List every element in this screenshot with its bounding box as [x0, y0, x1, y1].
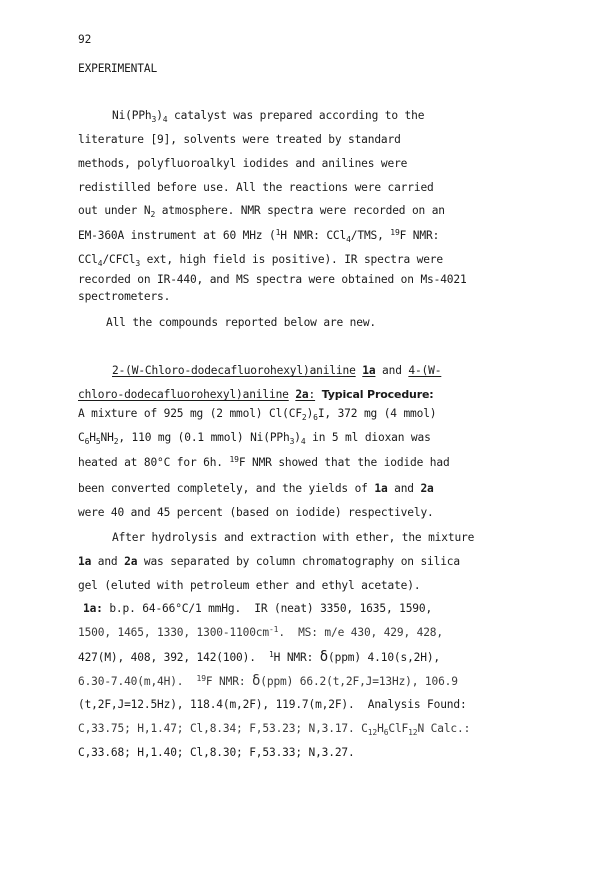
procedure-line-5: were 40 and 45 percent (based on iodide) respectively. — [78, 506, 434, 519]
paragraph-1-line-9: spectrometers. — [78, 290, 171, 303]
compound-1a-line-7: C,33.68; H,1.40; Cl,8.30; F,53.33; N,3.27. — [78, 746, 355, 759]
page-number: 92 — [78, 33, 92, 46]
hydrolysis-line-2: 1a and 2a was separated by column chromatography on silica — [78, 555, 460, 568]
paragraph-1-line-7: CCl$_4$/CFCl$_3$ ext, high field is positive). IR spectra were — [78, 253, 443, 268]
compound-1a-line-2: 1500, 1465, 1330, $1300-1100cm^{-1}$. MS: m/e 430, 429, 428, — [78, 625, 443, 639]
hydrolysis-line-1: After hydrolysis and extraction with ether, the mixture — [112, 531, 475, 544]
paragraph-1-line-4: redistilled before use. All the reactions were carried — [78, 181, 434, 194]
paragraph-1-line-1: $Ni(PPh_3)_4$ catalyst was prepared according to the — [112, 109, 425, 124]
compound-1a-line-3: 427(M), 408, 392, 142(100). $^1$H NMR: δ(ppm) 4.10(s,2H), — [78, 649, 440, 665]
compound-1a-line-5: (t,2F,J=12.5Hz), 118.4(m,2F), 119.7(m,2F). Analysis Found: — [78, 698, 467, 711]
compound-1a-line-6: C,33.75; H,1.47; Cl,8.34; F,53.23; N,3.17. $C_{12}H_6ClF_{12}N$ Calc.: — [78, 722, 471, 737]
paragraph-1-line-2: literature [9], solvents were treated by standard — [78, 133, 401, 146]
procedure-line-3: heated at 80°C for 6h. $^{19}$F NMR showed that the iodide had — [78, 455, 450, 469]
paragraph-2: All the compounds reported below are new. — [106, 316, 377, 329]
paragraph-1-line-6: EM-360A instrument at 60 MHz ($^1$H NMR: CCl$_4$/TMS, $^{19}$F NMR: — [78, 228, 440, 244]
procedure-heading-line-2: chloro-dodecafluorohexyl)aniline 2a: Typical Procedure: — [78, 388, 434, 401]
procedure-line-1: A mixture of 925 mg (2 mmol) $Cl(CF_2)_6I$, 372 mg (4 mmol) — [78, 407, 437, 422]
hydrolysis-line-3: gel (eluted with petroleum ether and ethyl acetate). — [78, 579, 421, 592]
section-heading: EXPERIMENTAL — [78, 62, 158, 75]
paragraph-1-line-5: out under $N_2$ atmosphere. NMR spectra were recorded on an — [78, 204, 445, 219]
paragraph-1-line-3: methods, polyfluoroalkyl iodides and anilines were — [78, 157, 408, 170]
procedure-heading-line-1: 2-(W-Chloro-dodecafluorohexyl)aniline 1a and 4-(W- — [112, 364, 442, 377]
procedure-line-4: been converted completely, and the yields of 1a and 2a — [78, 482, 434, 495]
procedure-line-2: $C_6H_5NH_2$, 110 mg (0.1 mmol) $Ni(PPh_3)_4$ in 5 ml dioxan was — [78, 431, 431, 446]
paragraph-1-line-8: recorded on IR-440, and MS spectra were obtained on Ms-4021 — [78, 273, 467, 286]
compound-1a-line-1: 1a: b.p. 64-66°C/1 mmHg. IR (neat) 3350, 1635, 1590, — [83, 602, 433, 615]
compound-1a-line-4: 6.30-7.40(m,4H). $^{19}$F NMR: δ(ppm) 66.2(t,2F,J=13Hz), 106.9 — [78, 673, 458, 689]
